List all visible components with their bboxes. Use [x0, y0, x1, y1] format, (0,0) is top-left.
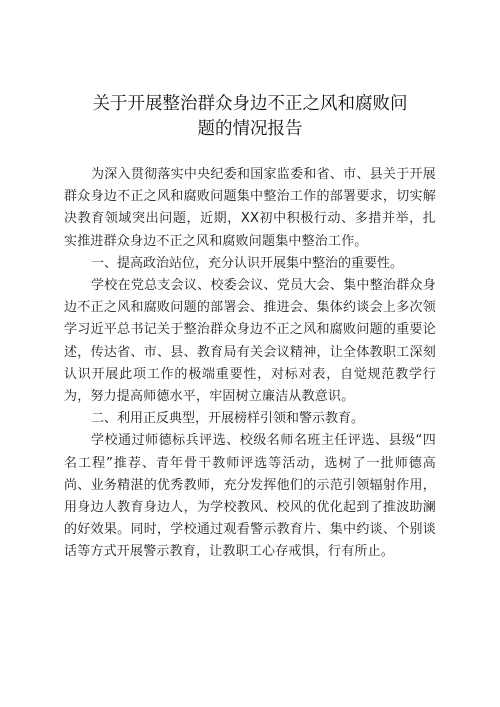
document-body [64, 164, 436, 564]
section-1-paragraph: 学校在党总支会议、校委会议、党员大会、集中整治群众身边不正之风和腐败问题的部署会、推进会、集体约谈会上多次领学习近平总书记关于整治群众身边不正之风和腐败问题的重要论述，传达省、市、县、教育局有关会议精神，让全体教职工深刻认识开展此项工作的极端重要性，对标对表，自觉规范教学行为，努力提高师德水平，牢固树立廉洁从教意识。 [64, 278, 436, 405]
section-heading-2: 二、利用正反典型，开展榜样引领和警示教育。 [91, 411, 365, 427]
document-title-line1: 关于开展整治群众身边不正之风和腐败问 [92, 94, 408, 114]
document-title-line2: 题的情况报告 [197, 119, 303, 139]
section-heading-1: 一、提高政治站位，充分认识开展集中整治的重要性。 [91, 255, 404, 271]
intro-paragraph: 为深入贯彻落实中央纪委和国家监委和省、市、县关于开展群众身边不正之风和腐败问题集中整治工作的部署要求，切实解决教育领域突出问题，近期，XX初中积极行动、多措并举，扎实推进群众身边不正之风和腐败问题集中整治工作。 [64, 167, 436, 249]
section-2-paragraph: 学校通过师德标兵评选、校级名师名班主任评选、县级“四名工程”推荐、青年骨干教师评选等活动，选树了一批师德高尚、业务精湛的优秀教师，充分发挥他们的示范引领辐射作用，用身边人教育身边人，为学校教风、校风的优化起到了推波助澜的好效果。同时，学校通过观看警示教育片、集中约谈、个别谈话等方式开展警示教育，让教职工心存戒惧，行有所止。 [64, 433, 436, 560]
